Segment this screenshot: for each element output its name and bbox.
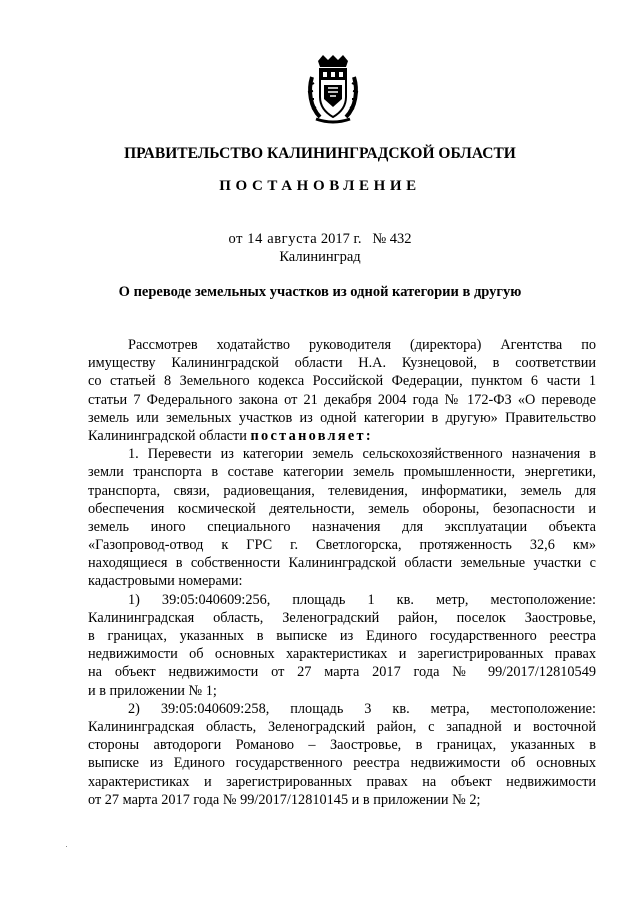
decree-number: 432 (389, 231, 412, 247)
subitem2-line: выписке из Единого государственного реестра недвижимости об основных (88, 755, 596, 772)
resolves-word: постановляет: (250, 427, 373, 444)
subitem1-line: и в приложении № 1; (88, 682, 217, 699)
subitem2-line: Калининградская область, Зеленоградский район, с западной и восточной (88, 718, 596, 735)
item1-line: земель иного специального назначения для эксплуатации объекта (88, 518, 596, 535)
subitem2-line: от 27 марта 2017 года № 99/2017/12810145 и в приложении № 2; (88, 791, 481, 808)
government-title: ПРАВИТЕЛЬСТВО КАЛИНИНГРАДСКОЙ ОБЛАСТИ (124, 145, 516, 162)
subitem1-line: 1) 39:05:040609:256, площадь 1 кв. метр, местоположение: (128, 591, 596, 608)
preamble-last-line (88, 427, 596, 445)
subitem1-line: на объект недвижимости от 27 марта 2017 года № 99/2017/12810549 (88, 664, 596, 681)
preamble-line: Рассмотрев ходатайство руководителя (директора) Агентства по (128, 337, 596, 353)
subitem2-line: 2) 39:05:040609:258, площадь 3 кв. метра, местоположение: (128, 700, 596, 717)
decree-subject: О переводе земельных участков из одной категории в другую (118, 284, 522, 300)
item1-line: находящиеся в собственности Калининградской области земельные участки с (88, 555, 596, 572)
decree-title: ПОСТАНОВЛЕНИЕ (219, 178, 421, 194)
decree-date: от 14 августа (228, 231, 318, 247)
number-sign: № (372, 231, 387, 247)
subitem1-line: в границах, указанных в выписке из Единого государственного реестра (88, 628, 596, 644)
item1-line: обеспечения космической деятельности, земель обороны, безопасности и (88, 500, 596, 517)
preamble-line: статьи 7 Федерального закона от 21 декабря 2004 года № 172-ФЗ «О переводе (88, 391, 596, 408)
item1-line: «Газопровод-отвод к ГРС г. Светлогорска, протяженность 32,6 км» (88, 537, 596, 554)
item1-line: кадастровыми номерами: (88, 573, 243, 590)
preamble-line: имуществу Калининградской области Н.А. Кузнецовой, в соответствии (88, 355, 596, 372)
subitem1-line: недвижимости об основных характеристиках и зарегистрированных правах (88, 646, 596, 663)
preamble-line: Калининградской области (88, 427, 251, 444)
preamble-line: со статьей 8 Земельного кодекса Российской Федерации, пунктом 6 части 1 (88, 373, 596, 390)
item1-line: земли транспорта в составе категории земель промышленности, энергетики, (88, 464, 596, 481)
item1-line: транспорта, связи, радиовещания, телевидения, информатики, земель для (88, 482, 596, 499)
decree-body (88, 336, 596, 809)
subitem1-line: Калининградская область, Зеленоградский район, поселок Заостровье, (88, 609, 596, 626)
item1-line: 1. Перевести из категории земель сельскохозяйственного назначения в (128, 446, 596, 463)
decree-city: Калининград (279, 249, 361, 265)
subitem2-line: характеристиках и зарегистрированных правах на объект недвижимости (88, 773, 596, 790)
scan-speck (66, 846, 67, 847)
subitem2-line: стороны автодороги Романово – Заостровье, в границах, указанных в (88, 737, 596, 754)
decree-date-line (0, 231, 640, 248)
decree-year: 2017 г. (320, 231, 362, 247)
preamble-line: земель или земельных участков из одной категории в другую» Правительство (88, 409, 596, 426)
kaliningrad-coat-of-arms-icon (306, 55, 360, 125)
